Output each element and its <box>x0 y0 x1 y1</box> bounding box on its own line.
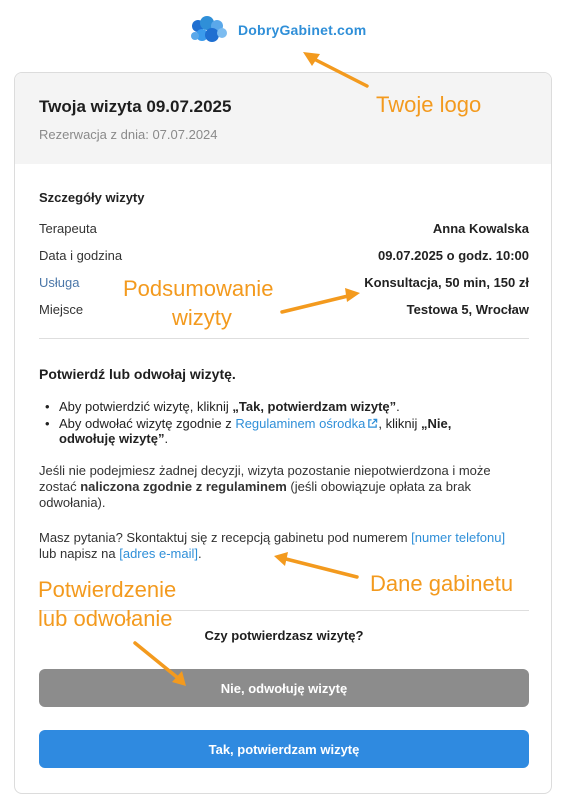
detail-row-service <box>39 269 529 296</box>
annotation-confirm-line1: Potwierdzenie <box>38 577 177 602</box>
text-bold: „Tak, potwierdzam wizytę” <box>232 399 397 414</box>
detail-row-place <box>39 296 529 323</box>
text: Masz pytania? Skontaktuj się z recepcją gabinetu pod numerem <box>39 530 412 545</box>
detail-row-datetime <box>39 242 529 269</box>
text: , kliknij <box>378 416 422 431</box>
contact-paragraph <box>39 530 519 562</box>
detail-row-therapist <box>39 215 529 242</box>
detail-value: Testowa 5, Wrocław <box>406 302 529 317</box>
text: Aby potwierdzić wizytę, kliknij <box>59 399 233 414</box>
text: . <box>164 431 169 446</box>
brand-logo <box>190 14 366 46</box>
detail-label: Miejsce <box>39 302 84 317</box>
text: . <box>197 546 202 561</box>
info-paragraph <box>39 463 519 511</box>
brand-name: DobryGabinet.com <box>238 22 367 38</box>
detail-value: 09.07.2025 o godz. 10:00 <box>377 248 529 263</box>
text: (jeśli obowiązuje opłata za brak odwołania). <box>39 479 472 510</box>
email-link[interactable]: [adres e-mail] <box>119 546 198 561</box>
visit-details <box>39 190 529 323</box>
detail-label: Usługa <box>39 275 80 290</box>
text: Aby odwołać wizytę zgodnie z <box>59 416 236 431</box>
text: lub napisz na <box>39 546 120 561</box>
cloud-cluster-icon <box>190 14 230 46</box>
list-item <box>39 416 509 446</box>
divider <box>39 338 529 339</box>
confirm-heading: Potwierdź lub odwołaj wizytę. <box>39 366 236 382</box>
text-bold: „Nie, odwołuję wizytę” <box>59 416 452 446</box>
external-link-icon[interactable] <box>367 418 378 429</box>
annotation-logo: Twoje logo <box>376 92 482 117</box>
visit-title: Twoja wizyta 09.07.2025 <box>39 97 232 116</box>
text: . <box>396 399 400 414</box>
confirm-visit-button[interactable]: Tak, potwierdzam wizytę <box>39 730 529 768</box>
detail-value: Konsultacja, 50 min, 150 zł <box>364 275 529 290</box>
annotation-summary-line2: wizyty <box>172 305 232 330</box>
detail-label: Terapeuta <box>39 221 97 236</box>
confirm-question: Czy potwierdzasz wizytę? <box>204 628 364 643</box>
text-bold: naliczona zgodnie z regulaminem <box>80 479 287 494</box>
cancel-visit-button[interactable]: Nie, odwołuję wizytę <box>39 669 529 707</box>
details-title: Szczegóły wizyty <box>39 190 145 205</box>
annotation-contact: Dane gabinetu <box>370 571 514 596</box>
detail-label: Data i godzina <box>39 248 123 263</box>
phone-link[interactable]: [numer telefonu] <box>411 530 506 545</box>
instruction-list <box>39 399 509 448</box>
annotation-summary-line1: Podsumowanie <box>123 276 274 301</box>
visit-card <box>14 72 552 794</box>
booking-date: Rezerwacja z dnia: 07.07.2024 <box>39 127 218 142</box>
text: Jeśli nie podejmiesz żadnej decyzji, wizyta pozostanie niepotwierdzona i może zostać <box>39 463 491 494</box>
detail-value: Anna Kowalska <box>432 221 529 236</box>
list-item <box>39 399 509 414</box>
regulations-link[interactable]: Regulaminem ośrodka <box>235 416 366 431</box>
annotation-confirm-line2: lub odwołanie <box>38 606 173 631</box>
